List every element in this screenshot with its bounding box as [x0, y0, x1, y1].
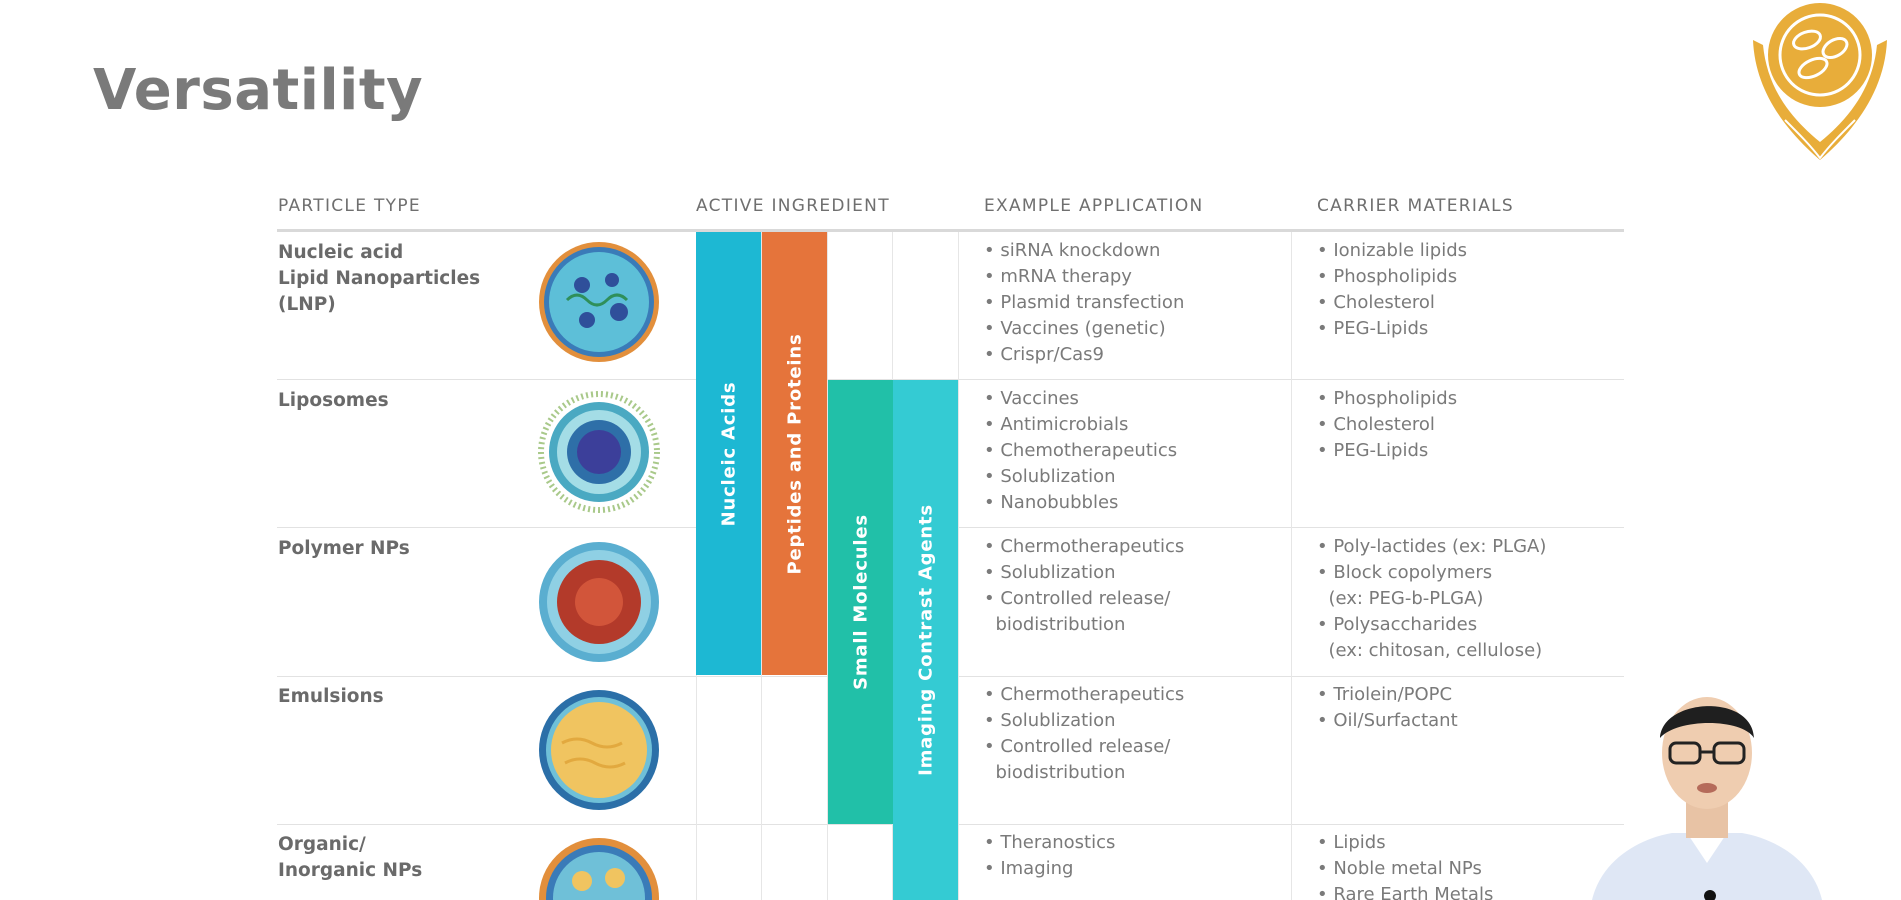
particle-type-line: Organic/: [278, 834, 366, 855]
particle-type-line: Liposomes: [278, 390, 389, 411]
application-item: • Controlled release/: [984, 736, 1171, 757]
application-item: • Chermotherapeutics: [984, 536, 1185, 557]
application-item: • Chemotherapeutics: [984, 440, 1178, 461]
polymer-np-particle-image: [537, 540, 661, 664]
carrier-item: • Lipids: [1317, 832, 1386, 853]
application-item: • siRNA knockdown: [984, 240, 1161, 261]
particle-type-polymer-nps: [278, 536, 410, 562]
header-active-ingredient: ACTIVE INGREDIENT: [696, 196, 890, 216]
header-divider: [277, 229, 1624, 232]
header-example-application: EXAMPLE APPLICATION: [984, 196, 1204, 216]
carrier-item: • Ionizable lipids: [1317, 240, 1468, 261]
particle-type-line: Polymer NPs: [278, 538, 410, 559]
applications-list: [984, 238, 1184, 368]
header-carrier-materials: CARRIER MATERIALS: [1317, 196, 1515, 216]
application-item: • Crispr/Cas9: [984, 344, 1105, 365]
organic-inorganic-particle-image: [537, 836, 661, 900]
carrier-item: • Block copolymers: [1317, 562, 1493, 583]
application-item: • Vaccines (genetic): [984, 318, 1166, 339]
carrier-item: • Phospholipids: [1317, 388, 1458, 409]
column-divider: [1291, 232, 1292, 900]
application-item: • Solublization: [984, 466, 1116, 487]
application-item: biodistribution: [984, 614, 1126, 635]
application-item: • Plasmid transfection: [984, 292, 1185, 313]
application-item: biodistribution: [984, 762, 1126, 783]
carrier-item: • Oil/Surfactant: [1317, 710, 1458, 731]
bar-imaging-contrast-agents: [893, 380, 958, 900]
particle-type-line: (LNP): [278, 294, 336, 315]
application-item: • Nanobubbles: [984, 492, 1119, 513]
carrier-item: • Cholesterol: [1317, 292, 1435, 313]
carrier-item: • Triolein/POPC: [1317, 684, 1453, 705]
particle-type-line: Lipid Nanoparticles: [278, 268, 481, 289]
lnp-particle-image: [537, 240, 661, 364]
particle-type-liposomes: [278, 388, 389, 414]
bar-peptides-proteins: [762, 232, 827, 675]
carriers-list: [1317, 386, 1457, 464]
carrier-item: • Noble metal NPs: [1317, 858, 1482, 879]
header-particle-type: PARTICLE TYPE: [278, 196, 421, 216]
bar-small-molecules: [828, 380, 893, 824]
applications-list: [984, 534, 1184, 638]
carriers-list: [1317, 830, 1493, 900]
particle-type-line: Nucleic acid: [278, 242, 404, 263]
application-item: • Theranostics: [984, 832, 1116, 853]
particle-type-emulsions: [278, 684, 384, 710]
particle-type-lnp: [278, 240, 480, 318]
carriers-list: [1317, 238, 1467, 342]
bar-label: Nucleic Acids: [718, 381, 739, 526]
bar-label: Imaging Contrast Agents: [915, 504, 936, 776]
particle-type-line: Emulsions: [278, 686, 384, 707]
particle-type-line: Inorganic NPs: [278, 860, 423, 881]
application-item: • Chermotherapeutics: [984, 684, 1185, 705]
column-divider: [958, 232, 959, 900]
carrier-item: (ex: chitosan, cellulose): [1317, 640, 1543, 661]
applications-list: [984, 682, 1184, 786]
application-item: • Imaging: [984, 858, 1074, 879]
carrier-item: • Rare Earth Metals: [1317, 884, 1494, 900]
bar-label: Peptides and Proteins: [784, 333, 805, 574]
hands-nanoparticle-logo: [1745, 0, 1895, 166]
application-item: • Antimicrobials: [984, 414, 1129, 435]
carrier-item: • PEG-Lipids: [1317, 318, 1429, 339]
carrier-item: • Phospholipids: [1317, 266, 1458, 287]
presenter-video: [1582, 688, 1832, 900]
carrier-item: (ex: PEG-b-PLGA): [1317, 588, 1484, 609]
particle-type-organic-inorganic: [278, 832, 422, 884]
application-item: • Solublization: [984, 562, 1116, 583]
carriers-list: [1317, 534, 1546, 664]
carrier-item: • Polysaccharides: [1317, 614, 1478, 635]
applications-list: [984, 830, 1115, 882]
bar-nucleic-acids: [696, 232, 761, 675]
applications-list: [984, 386, 1177, 516]
carrier-item: • Cholesterol: [1317, 414, 1435, 435]
carriers-list: [1317, 682, 1458, 734]
carrier-item: • Poly-lactides (ex: PLGA): [1317, 536, 1547, 557]
application-item: • mRNA therapy: [984, 266, 1132, 287]
application-item: • Solublization: [984, 710, 1116, 731]
slide-title: Versatility: [93, 58, 424, 123]
emulsion-particle-image: [537, 688, 661, 812]
application-item: • Controlled release/: [984, 588, 1171, 609]
application-item: • Vaccines: [984, 388, 1079, 409]
bar-label: Small Molecules: [850, 514, 871, 690]
liposome-particle-image: [537, 390, 661, 514]
carrier-item: • PEG-Lipids: [1317, 440, 1429, 461]
